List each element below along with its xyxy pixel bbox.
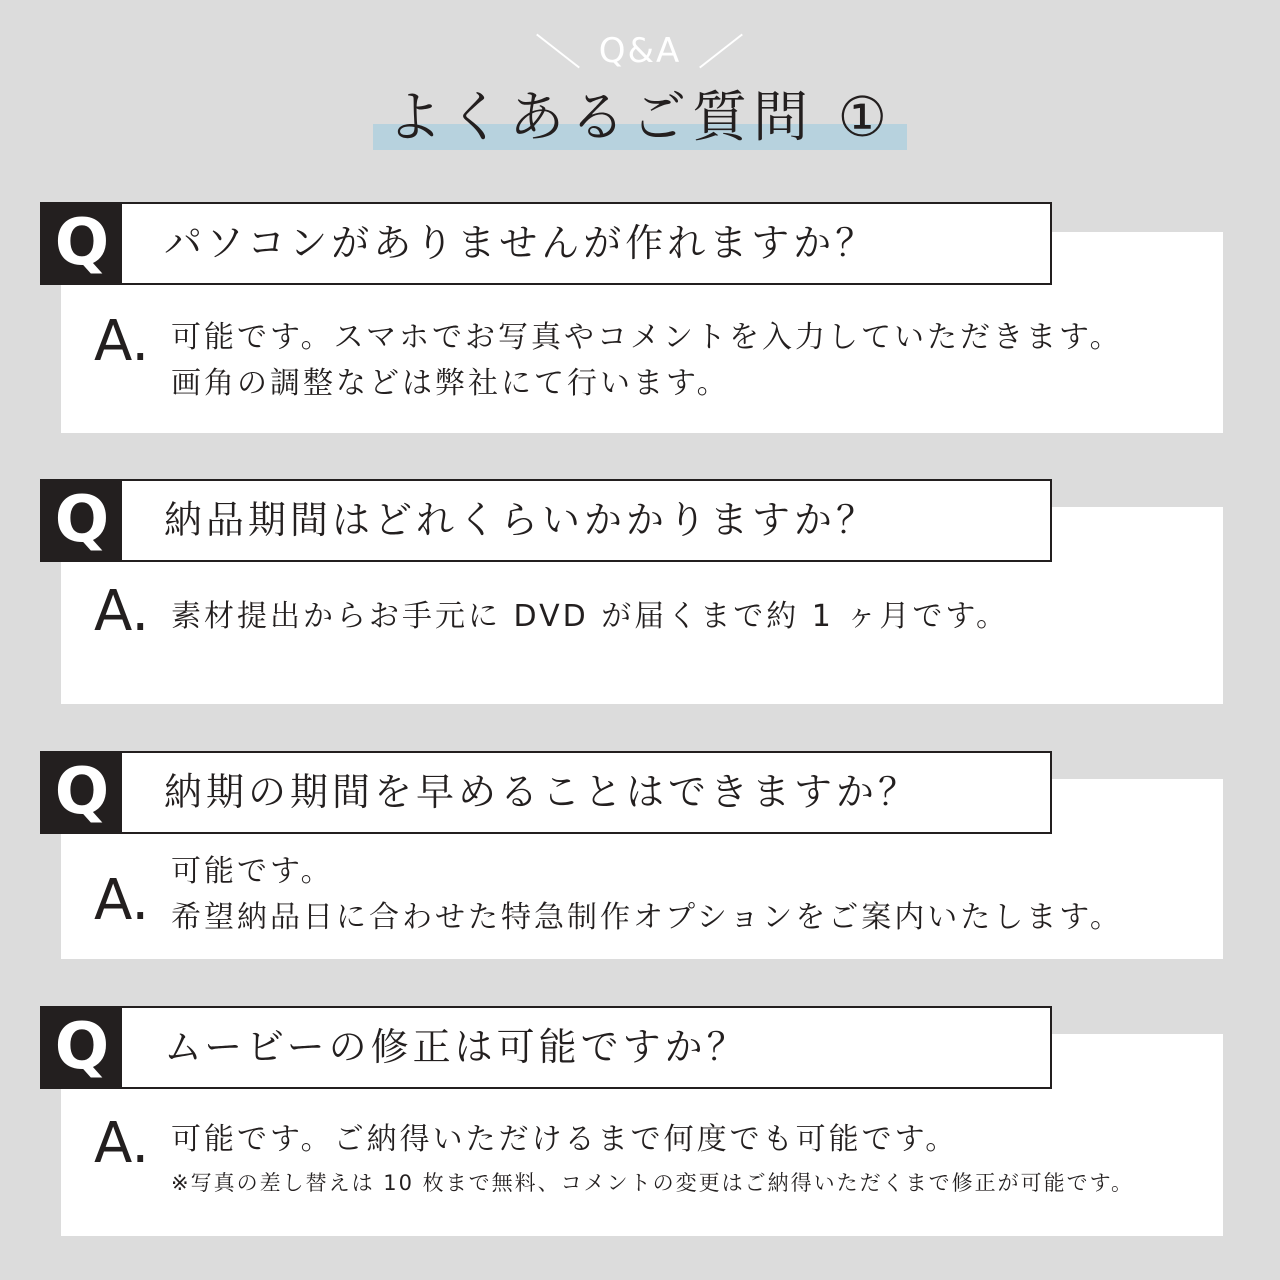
question-text: ムービーの修正は可能ですか？ (164, 1025, 749, 1069)
eyebrow-text: Q&A (598, 31, 682, 71)
page-title: よくあるご質問 ① (387, 85, 893, 149)
q-badge: Q (42, 481, 122, 560)
question-bar (40, 1006, 1052, 1089)
q-badge: Q (42, 204, 122, 283)
eyebrow (0, 28, 1280, 74)
answer-line-2: 希望納品日に合わせた特急制作オプションをご案内いたします。 (171, 900, 1123, 935)
answer-note: ※写真の差し替えは 10 枚まで無料、コメントの変更はご納得いただくまで修正が可能です。 (171, 1171, 1134, 1195)
question-bar (40, 479, 1052, 562)
question-text: 納期の期間を早めることはできますか？ (164, 770, 921, 814)
answer-line-1: 可能です。スマホでお写真やコメントを入力していただきます。 (171, 320, 1123, 355)
a-label: A. (94, 868, 150, 933)
question-text: 納品期間はどれくらいかかりますか？ (164, 498, 879, 542)
qa-card-3 (40, 751, 1223, 959)
a-label: A. (94, 579, 150, 644)
q-badge: Q (42, 753, 122, 832)
a-label: A. (94, 309, 150, 374)
question-bar (40, 202, 1052, 285)
answer-line-1: 素材提出からお手元に DVD が届くまで約 1 ヶ月です。 (171, 599, 1010, 634)
q-badge: Q (42, 1008, 122, 1087)
a-label: A. (94, 1111, 150, 1176)
qa-card-1 (40, 202, 1223, 433)
answer-line-1: 可能です。ご納得いただけるまで何度でも可能です。 (171, 1122, 959, 1157)
qa-card-2 (40, 479, 1223, 704)
answer-line-1: 可能です。 (171, 854, 334, 889)
answer-line-2: 画角の調整などは弊社にて行います。 (171, 366, 730, 401)
question-text: パソコンがありませんが作れますか？ (164, 221, 878, 265)
question-bar (40, 751, 1052, 834)
qa-card-4 (40, 1006, 1223, 1236)
